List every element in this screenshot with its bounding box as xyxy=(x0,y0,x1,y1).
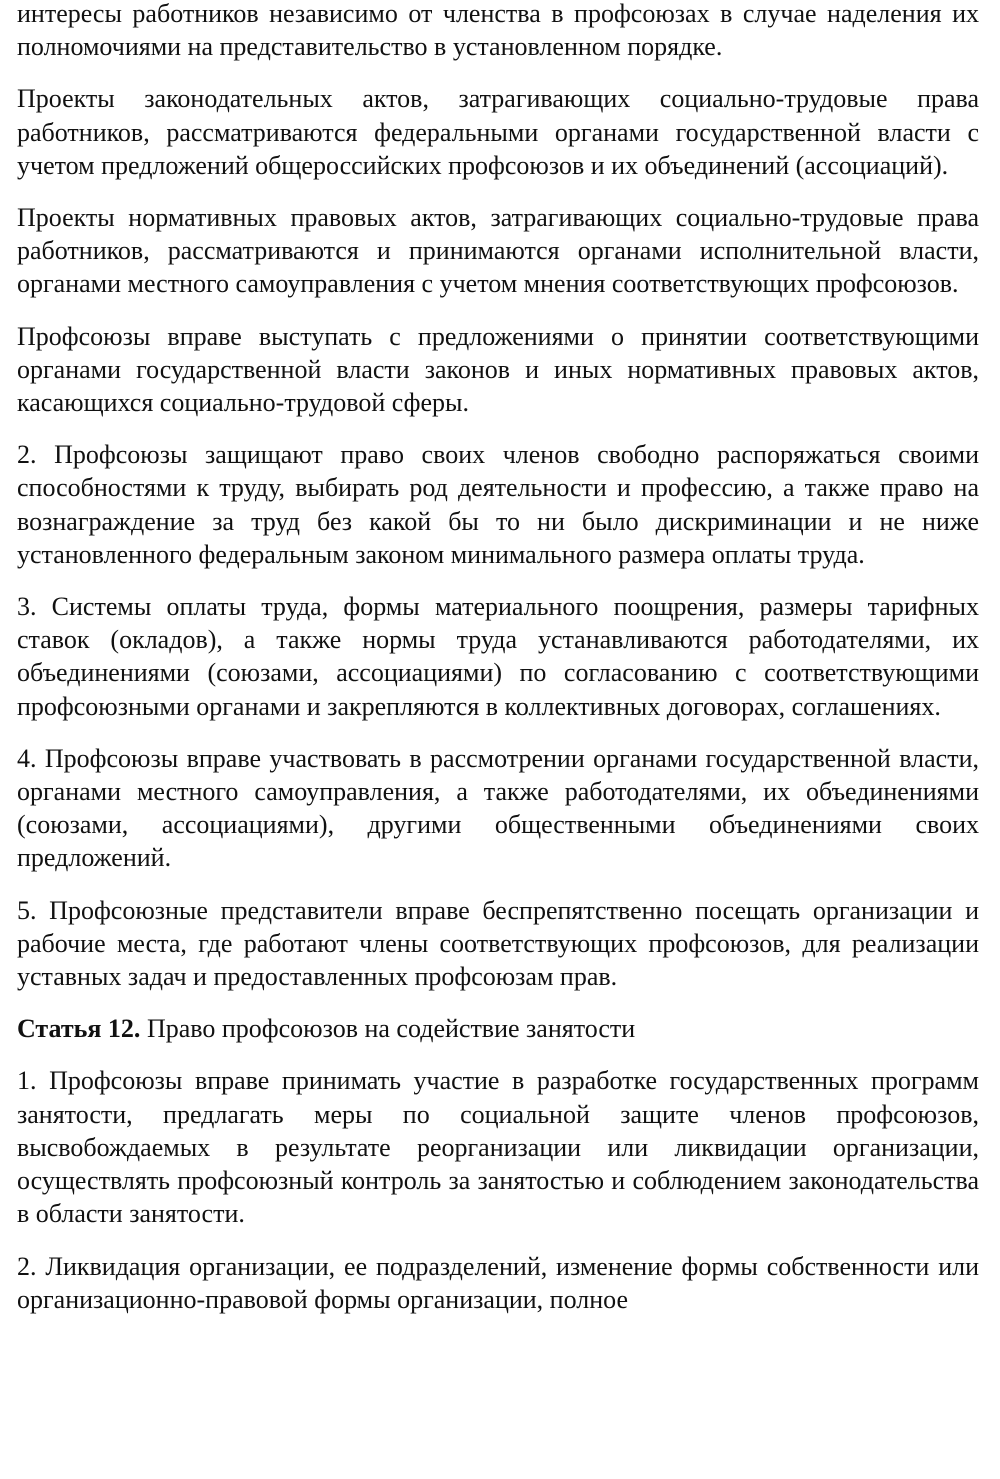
paragraph-proposals-right: Профсоюзы вправе выступать с предложениями о принятии соответствующими органами государственной власти законов и иных нормативных правовых актов, касающихся социально-трудовой сферы. xyxy=(17,321,979,418)
paragraph-normative-drafts: Проекты нормативных правовых актов, затрагивающих социально-трудовые права работников, рассматриваются и принимаются органами исполнительной власти, органами местного самоуправления с учетом мнения соответствующих профсоюзов. xyxy=(17,203,979,299)
article-title: Право профсоюзов на содействие занятости xyxy=(140,1014,636,1044)
paragraph-employment-item-2: 2. Ликвидация организации, ее подразделений, изменение формы собственности или организационно-правовой формы организации, полное xyxy=(17,1251,979,1314)
paragraph-employment-item-1: 1. Профсоюзы вправе принимать участие в разработке государственных программ занятости, предлагать меры по социальной защите членов профсоюзов, высвобождаемых в результате реорганизации или ликвидации организации, осуществлять профсоюзный контроль за занятостью и соблюдением законодательства в области занятости. xyxy=(17,1066,979,1229)
paragraph-legislative-drafts: Проекты законодательных актов, затрагивающих социально-трудовые права работников, рассматриваются федеральными органами государственной власти с учетом предложений общероссийских профсоюзов и их объединений (ассоциаций). xyxy=(17,84,979,180)
paragraph-item-4-participation: 4. Профсоюзы вправе участвовать в рассмотрении органами государственной власти, органами местного самоуправления, а также работодателями, их объединениями (союзами, ассоциациями), другими общественными объединениями своих предложений. xyxy=(17,743,979,873)
article-number: Статья 12. xyxy=(17,1014,141,1044)
document-page xyxy=(17,0,979,1335)
paragraph-item-2-labor-rights: 2. Профсоюзы защищают право своих членов свободно распоряжаться своими способностями к труду, выбирать род деятельности и профессию, а также право на вознаграждение за труд без какой бы то ни было дискриминации и не ниже установленного федеральным законом минимального размера оплаты труда. xyxy=(17,440,979,569)
article-heading xyxy=(17,1012,979,1045)
paragraph-representation-continued: интересы работников независимо от членства в профсоюзах в случае наделения их полномочиями на представительство в установленном порядке. xyxy=(17,0,979,62)
paragraph-item-3-wage-systems: 3. Системы оплаты труда, формы материального поощрения, размеры тарифных ставок (окладов), а также нормы труда устанавливаются работодателями, их объединениями (союзами, ассоциациями) по согласованию с соответствующими профсоюзными органами и закрепляются в коллективных договорах, соглашениях. xyxy=(17,592,979,721)
paragraph-item-5-access: 5. Профсоюзные представители вправе беспрепятственно посещать организации и рабочие места, где работают члены соответствующих профсоюзов, для реализации уставных задач и предоставленных профсоюзам прав. xyxy=(17,895,979,992)
